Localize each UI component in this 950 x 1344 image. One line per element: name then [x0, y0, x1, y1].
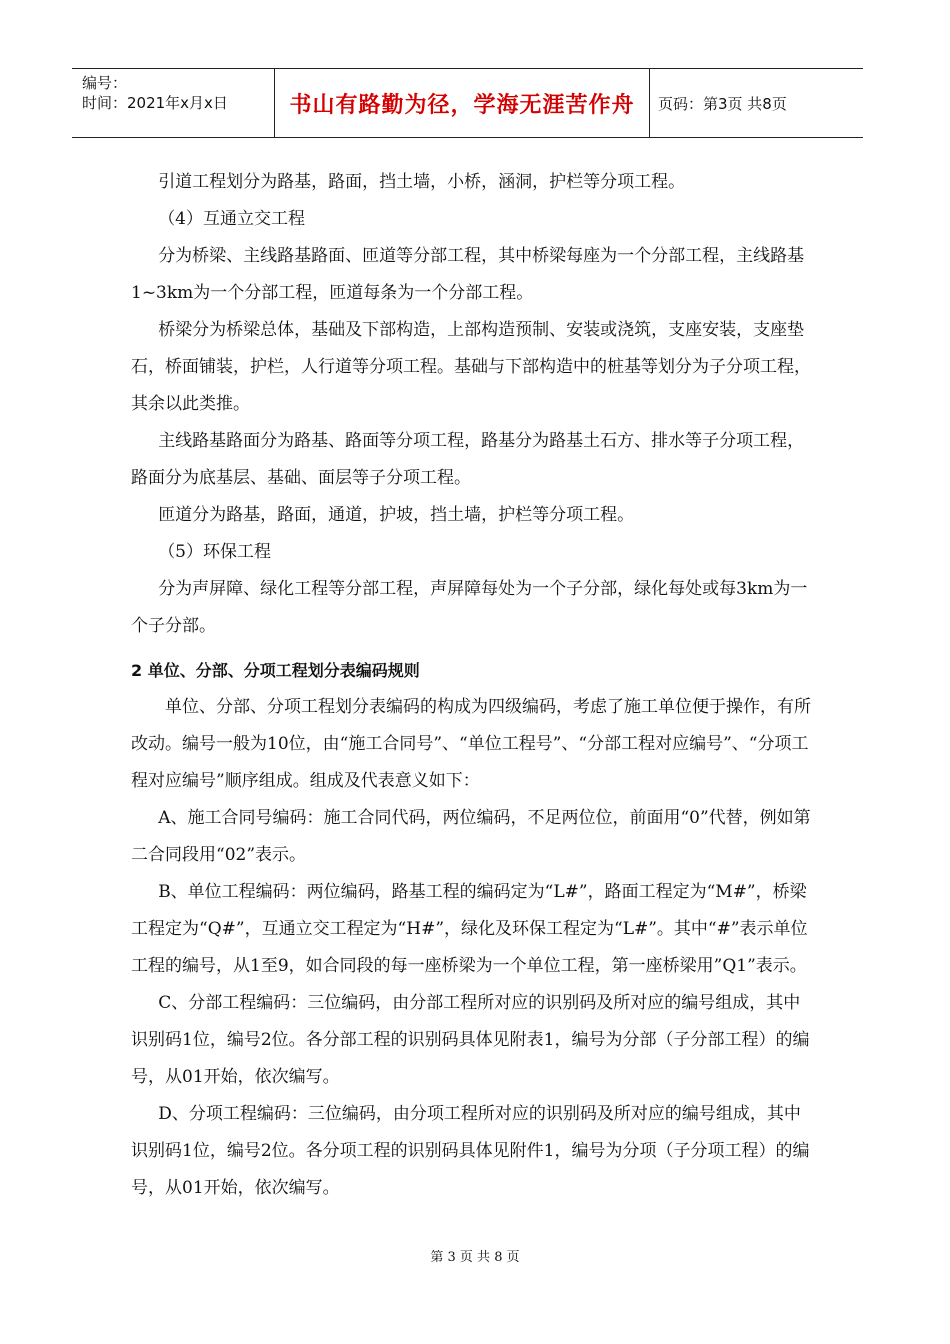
paragraph: 分为桥梁、主线路基路面、匝道等分部工程，其中桥梁每座为一个分部工程，主线路基1~3km为一个分部工程，匝道每条为一个分部工程。 — [131, 246, 805, 303]
section-heading: 2 单位、分部、分项工程划分表编码规则 — [131, 661, 420, 680]
section-subheading: （4）互通立交工程 — [158, 209, 306, 229]
paragraph: C、分部工程编码：三位编码，由分部工程所对应的识别码及所对应的编号组成，其中识别码1位，编号2位。各分部工程的识别码具体见附表1，编号为分部（子分部工程）的编号，从01开始，依次编写。 — [131, 993, 810, 1087]
header-meta — [72, 69, 274, 137]
paragraph: 桥梁分为桥梁总体，基础及下部构造，上部构造预制、安装或浇筑，支座安装，支座垫石，桥面铺装，护栏，人行道等分项工程。基础与下部构造中的桩基等划分为子分项工程，其余以此类推。 — [131, 320, 811, 414]
paragraph: 引道工程划分为路基，路面，挡土墙，小桥，涵洞，护栏等分项工程。 — [158, 172, 686, 192]
page-header — [72, 68, 863, 138]
header-motto: 书山有路勤为径，学海无涯苦作舟 — [289, 92, 635, 118]
paragraph: 单位、分部、分项工程划分表编码的构成为四级编码，考虑了施工单位便于操作，有所改动。编号一般为10位，由“施工合同号”、“单位工程号”、“分部工程对应编号”、“分项工程对应编号”顺序组成。组成及代表意义如下： — [131, 697, 811, 791]
section-subheading: （5）环保工程 — [158, 542, 272, 562]
paragraph: 分为声屏障、绿化工程等分部工程，声屏障每处为一个子分部，绿化每处或每3km为一个子分部。 — [131, 579, 808, 636]
document-time-label: 时间：2021年x月x日 — [82, 94, 228, 112]
header-motto-cell — [274, 69, 650, 137]
header-page-label: 页码：第3页 共8页 — [658, 94, 787, 113]
paragraph: 主线路基路面分为路基、路面等分项工程，路基分为路基土石方、排水等子分项工程，路面分为底基层、基础、面层等子分项工程。 — [131, 431, 805, 488]
document-body — [131, 164, 811, 1207]
document-number-label: 编号： — [82, 74, 128, 92]
paragraph: D、分项工程编码：三位编码，由分项工程所对应的识别码及所对应的编号组成，其中识别码1位，编号2位。各分项工程的识别码具体见附件1，编号为分项（子分项工程）的编号，从01开始，依次编写。 — [131, 1104, 810, 1198]
paragraph: 匝道分为路基，路面，通道，护坡，挡土墙，护栏等分项工程。 — [158, 505, 635, 525]
page-footer: 第 3 页 共 8 页 — [430, 1250, 520, 1265]
header-page-cell — [650, 69, 863, 137]
paragraph: A、施工合同号编码：施工合同代码，两位编码，不足两位位，前面用“0”代替，例如第二合同段用“02”表示。 — [131, 808, 811, 865]
paragraph: B、单位工程编码：两位编码，路基工程的编码定为“L#”，路面工程定为“M#”，桥梁工程定为“Q#”，互通立交工程定为“H#”，绿化及环保工程定为“L#”。其中“#”表示单位工程的编号，从1至9，如合同段的每一座桥梁为一个单位工程，第一座桥梁用”Q1”表示。 — [131, 882, 808, 976]
